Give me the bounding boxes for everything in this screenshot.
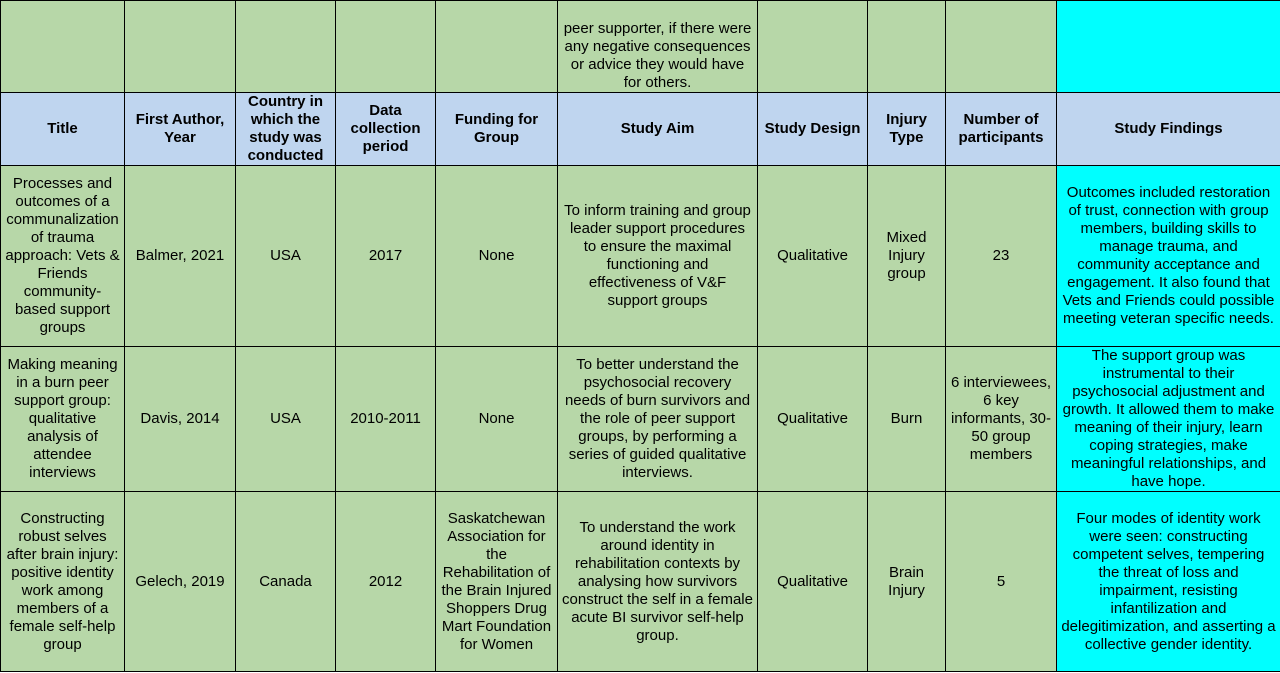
header-title: Title <box>1 93 125 166</box>
title-cell: Making meaning in a burn peer support group: qualitative analysis of attendee interviews <box>1 347 125 492</box>
header-country: Country in which the study was conducted <box>236 93 336 166</box>
header-period: Data collection period <box>336 93 436 166</box>
title-cell: Constructing robust selves after brain injury: positive identity work among members of a female self-help group <box>1 492 125 672</box>
study-aim-continuation: peer supporter, if there were any negative consequences or advice they would have for others. <box>558 1 758 93</box>
participants-cell: 6 interviewees, 6 key informants, 30-50 group members <box>946 347 1057 492</box>
empty-cell <box>946 1 1057 93</box>
author-year-cell: Davis, 2014 <box>125 347 236 492</box>
period-cell: 2010-2011 <box>336 347 436 492</box>
findings-cell: Four modes of identity work were seen: constructing competent selves, tempering the threat of loss and impairment, resisting infantilization and delegitimization, and asserting a collective gender identity. <box>1057 492 1280 672</box>
design-cell: Qualitative <box>758 347 868 492</box>
participants-cell: 23 <box>946 166 1057 347</box>
header-study-aim: Study Aim <box>558 93 758 166</box>
author-year-cell: Gelech, 2019 <box>125 492 236 672</box>
empty-cell <box>236 1 336 93</box>
design-cell: Qualitative <box>758 492 868 672</box>
findings-cell: The support group was instrumental to their psychosocial adjustment and growth. It allowed them to make meaning of their injury, learn coping strategies, make meaningful relationships, and have hope. <box>1057 347 1280 492</box>
participants-cell: 5 <box>946 492 1057 672</box>
header-study-design: Study Design <box>758 93 868 166</box>
funding-cell: None <box>436 347 558 492</box>
funding-cell: Saskatchewan Association for the Rehabilitation of the Brain Injured Shoppers Drug Mart Foundation for Women <box>436 492 558 672</box>
header-participants: Number of participants <box>946 93 1057 166</box>
empty-cell <box>336 1 436 93</box>
design-cell: Qualitative <box>758 166 868 347</box>
table-row <box>1 166 1280 347</box>
header-injury-type: Injury Type <box>868 93 946 166</box>
period-cell: 2017 <box>336 166 436 347</box>
aim-cell: To better understand the psychosocial recovery needs of burn survivors and the role of peer support groups, by performing a series of guided qualitative interviews. <box>558 347 758 492</box>
injury-cell: Mixed Injury group <box>868 166 946 347</box>
continued-row <box>1 1 1280 93</box>
empty-findings-cell <box>1057 1 1280 93</box>
empty-cell <box>1 1 125 93</box>
funding-cell: None <box>436 166 558 347</box>
header-row <box>1 93 1280 166</box>
table-row <box>1 492 1280 672</box>
findings-cell: Outcomes included restoration of trust, connection with group members, building skills to manage trauma, and community acceptance and engagement. It also found that Vets and Friends could possible meeting veteran specific needs. <box>1057 166 1280 347</box>
empty-cell <box>436 1 558 93</box>
header-author-year: First Author, Year <box>125 93 236 166</box>
author-year-cell: Balmer, 2021 <box>125 166 236 347</box>
empty-cell <box>868 1 946 93</box>
country-cell: USA <box>236 347 336 492</box>
table-row <box>1 347 1280 492</box>
empty-cell <box>758 1 868 93</box>
header-findings: Study Findings <box>1057 93 1280 166</box>
injury-cell: Brain Injury <box>868 492 946 672</box>
injury-cell: Burn <box>868 347 946 492</box>
period-cell: 2012 <box>336 492 436 672</box>
aim-cell: To understand the work around identity in rehabilitation contexts by analysing how survivors construct the self in a female acute BI survivor self-help group. <box>558 492 758 672</box>
country-cell: Canada <box>236 492 336 672</box>
aim-cell: To inform training and group leader support procedures to ensure the maximal functioning and effectiveness of V&F support groups <box>558 166 758 347</box>
country-cell: USA <box>236 166 336 347</box>
header-funding: Funding for Group <box>436 93 558 166</box>
empty-cell <box>125 1 236 93</box>
title-cell: Processes and outcomes of a communalization of trauma approach: Vets & Friends community-based support groups <box>1 166 125 347</box>
